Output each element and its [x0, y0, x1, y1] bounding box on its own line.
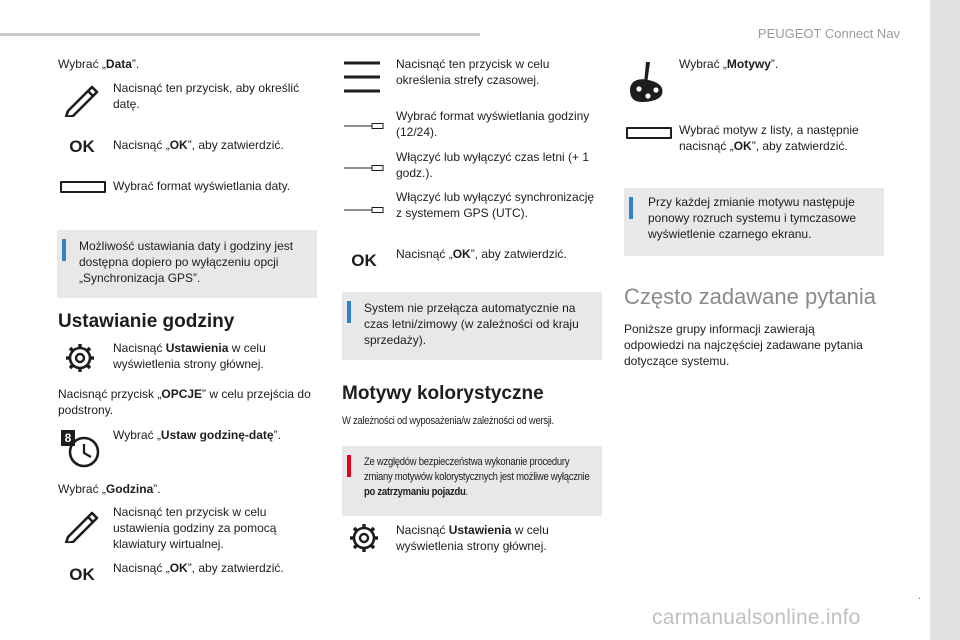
- summer-time-text: Włączyć lub wyłączyć czas letni (+ 1 godz.).: [396, 150, 590, 180]
- list-button-icon: [626, 127, 672, 139]
- date-select-text: Wybrać „Data”.: [58, 57, 140, 71]
- gear-icon: [346, 522, 382, 554]
- info-box-text: Przy każdej zmianie motywu następuje ponowy rozruch systemu i tymczasowe wyświetlenie czarnego ekranu.: [648, 195, 857, 241]
- toggle-icon: [344, 116, 384, 122]
- menu-icon: [344, 60, 380, 94]
- warning-icon: [347, 455, 351, 477]
- palette-icon: [626, 60, 666, 104]
- ok-icon: OK: [351, 251, 377, 270]
- info-box-date: [57, 230, 317, 298]
- ok-timezone-text: Nacisnąć „OK”, aby zatwierdzić.: [396, 247, 567, 261]
- palette-text: Wybrać „Motywy”.: [679, 57, 779, 71]
- pencil-text: Nacisnąć ten przycisk, aby określić datę.: [113, 81, 300, 111]
- clock-icon: [60, 428, 104, 468]
- info-box-text: Możliwość ustawiania daty i godziny jest dostępna dopiero po wyłączeniu opcji „Synchronizacja GPS”.: [79, 239, 294, 285]
- info-icon: [347, 301, 351, 323]
- ok-text: Nacisnąć „OK”, aby zatwierdzić.: [113, 138, 284, 152]
- equipment-note: W zależności od wyposażenia/w zależności od wersji.: [342, 415, 554, 427]
- info-icon: [62, 239, 66, 261]
- section-title-themes: Motywy kolorystyczne: [342, 383, 544, 404]
- list-button-icon: [60, 181, 106, 193]
- gps-sync-text: Włączyć lub wyłączyć synchronizację z systemem GPS (UTC).: [396, 190, 595, 220]
- gear-themes-text: Nacisnąć Ustawienia w celu wyświetlenia strony głównej.: [396, 523, 549, 553]
- theme-list-text: Wybrać motyw z listy, a następnie nacisnąć „OK”, aby zatwierdzić.: [679, 123, 859, 153]
- time-select-text: Wybrać „Godzina”.: [58, 482, 161, 496]
- warning-text: Ze względów bezpieczeństwa wykonanie procedury zmiany motywów kolorystycznych jest możliwe wyłącznie po zatrzymaniu pojazdu.: [364, 456, 590, 498]
- toggle-icon: [344, 200, 384, 206]
- toggle-icon: [344, 158, 384, 164]
- page-dot: .: [918, 590, 922, 602]
- date-format-text: Wybrać format wyświetlania daty.: [113, 179, 291, 193]
- clock-text: Wybrać „Ustaw godzinę-datę”.: [113, 428, 281, 442]
- watermark: carmanualsonline.info: [652, 606, 861, 629]
- pencil-icon: [58, 80, 106, 120]
- pencil-time-text: Nacisnąć ten przycisk w celu ustawienia godziny za pomocą klawiatury wirtualnej.: [113, 505, 277, 551]
- warning-box: [342, 446, 602, 516]
- info-box-text: System nie przełącza automatycznie na czas letni/zimowy (w zależności od kraju sprzedaży).: [364, 301, 579, 347]
- section-title-faq: Często zadawane pytania: [624, 284, 876, 309]
- section-title-time: Ustawianie godziny: [58, 311, 235, 332]
- info-box-dst: [342, 292, 602, 360]
- info-box-theme: [624, 188, 884, 256]
- faq-text: Poniższe grupy informacji zawierają odpowiedzi na najczęściej zadawane pytania dotyczące systemu.: [624, 322, 863, 368]
- gear-text: Nacisnąć Ustawienia w celu wyświetlenia strony głównej.: [113, 341, 266, 371]
- hour-format-text: Wybrać format wyświetlania godziny (12/24).: [396, 109, 590, 139]
- ok-icon: OK: [69, 137, 95, 156]
- clock-badge: 8: [64, 431, 72, 445]
- pencil-icon: [58, 506, 106, 546]
- header-title: PEUGEOT Connect Nav: [757, 26, 900, 41]
- options-text: Nacisnąć przycisk „OPCJE” w celu przejścia do podstrony.: [58, 387, 311, 417]
- ok-time-text: Nacisnąć „OK”, aby zatwierdzić.: [113, 561, 284, 575]
- timezone-text: Nacisnąć ten przycisk w celu określenia strefy czasowej.: [396, 57, 550, 87]
- header-rule: [0, 33, 480, 36]
- info-icon: [629, 197, 633, 219]
- ok-icon: OK: [69, 565, 95, 584]
- page-side-strip: [930, 0, 960, 640]
- gear-icon: [62, 342, 98, 374]
- page-number: 33: [913, 612, 928, 627]
